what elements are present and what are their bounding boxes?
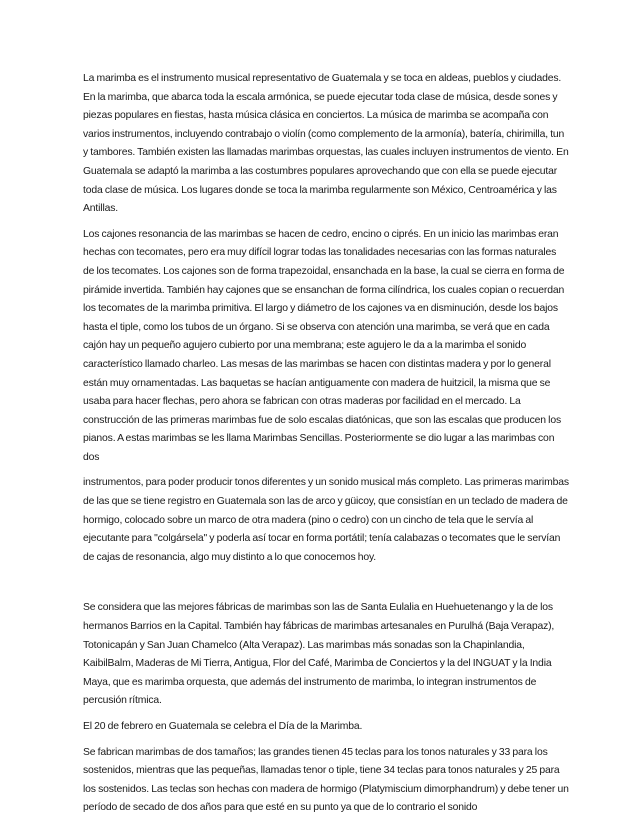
paragraph-dia-marimba: El 20 de febrero en Guatemala se celebra el Día de la Marimba. <box>83 721 363 732</box>
document-page <box>83 70 569 825</box>
paragraph-fabricas: Se considera que las mejores fábricas de marimbas son las de Santa Eulalia en Huehuetenango y la de los hermanos Barrios en la Capital. También hay fábricas de marimbas artesanales en Purulhá (Baja Verapaz), Totonicapán y San Juan Chamelco (Alta Verapaz). Las marimbas más sonadas son la Chapinlandia, KaibilBalm, Maderas de Mi Tierra, Antigua, Flor del Café, Marimba de Conciertos y la del INGUAT y la India Maya, que es marimba orquesta, que además del instrumento de marimba, lo integran instrumentos de percusión rítmica. <box>83 602 555 707</box>
paragraph-cajones-resonancia: Los cajones resonancia de las marimbas se hacen de cedro, encino o ciprés. En un inicio las marimbas eran hechas con tecomates, pero era muy difícil lograr todas las tonalidades necesarias con las formas naturales de los tecomates. Los cajones son de forma trapezoidal, ensanchada en la base, la cual se cierra en forma de pirámide invertida. También hay cajones que se ensanchan de forma cilíndrica, los cuales copian o recuerdan los tecomates de la marimba primitiva. El largo y diámetro de los cajones va en disminución, desde los bajos hasta el tiple, como los tubos de un órgano. Si se observa con atención una marimba, se verá que en cada cajón hay un pequeño agujero cubierto por una membrana; este agujero le da a la marimba el sonido característico llamado charleo. Las mesas de las marimbas se hacen con distintas madera y por lo general están muy ornamentadas. Las baquetas se hacían antiguamente con madera de huitzicil, la misma que se usaba para hacer flechas, pero ahora se fabrican con otras maderas por facilidad en el mercado. La construcción de las primeras marimbas fue de solo escalas diatónicas, que son las escalas que producen los pianos. A estas marimbas se les llama Marimbas Sencillas. Posteriormente se dio lugar a las marimbas con dos <box>83 228 565 463</box>
section-spacer <box>83 574 569 599</box>
paragraph-tamanos: Se fabrican marimbas de dos tamaños; las grandes tienen 45 teclas para los tonos naturales y 33 para los sostenidos, mientras que las pequeñas, llamadas tenor o tiple, tiene 34 teclas para tonos naturales y 25 para los sostenidos. Las teclas son hechas con madera de hormigo (Platymiscium dimorphandrum) y debe tener un período de secado de dos años para que esté en su punto ya que de lo contrario el sonido <box>83 746 569 814</box>
paragraph-spacer <box>83 467 569 474</box>
paragraph-marimba-intro: La marimba es el instrumento musical representativo de Guatemala y se toca en aldeas, pueblos y ciudades. En la marimba, que abarca toda la escala armónica, se puede ejecutar toda clase de música, desde sones y piezas populares en fiestas, hasta música clásica en conciertos. La música de marimba se acompaña con varios instrumentos, incluyendo contrabajo o violín (como complemento de la armonía), batería, chirimilla, tun y tambores. También existen las llamadas marimbas orquestas, las cuales incluyen instrumentos de viento. En Guatemala se adaptó la marimba a las costumbres populares aprovechando que con ella se puede ejecutar toda clase de música. Los lugares donde se toca la marimba regularmente son México, Centroamérica y las Antillas. <box>83 73 569 215</box>
paragraph-primeras-marimbas: instrumentos, para poder producir tonos diferentes y un sonido musical más completo. Las primeras marimbas de las que se tiene registro en Guatemala son las de arco y güicoy, que consistían en un teclado de madera de hormigo, colocado sobre un marco de otra madera (pino o cedro) con un cincho de tela que le servía al ejecutante para "colgársela" y poderla así tocar en forma portátil; tenía calabazas o tecomates que le servían de cajas de resonancia, algo muy distinto a lo que conocemos hoy. <box>83 477 569 563</box>
